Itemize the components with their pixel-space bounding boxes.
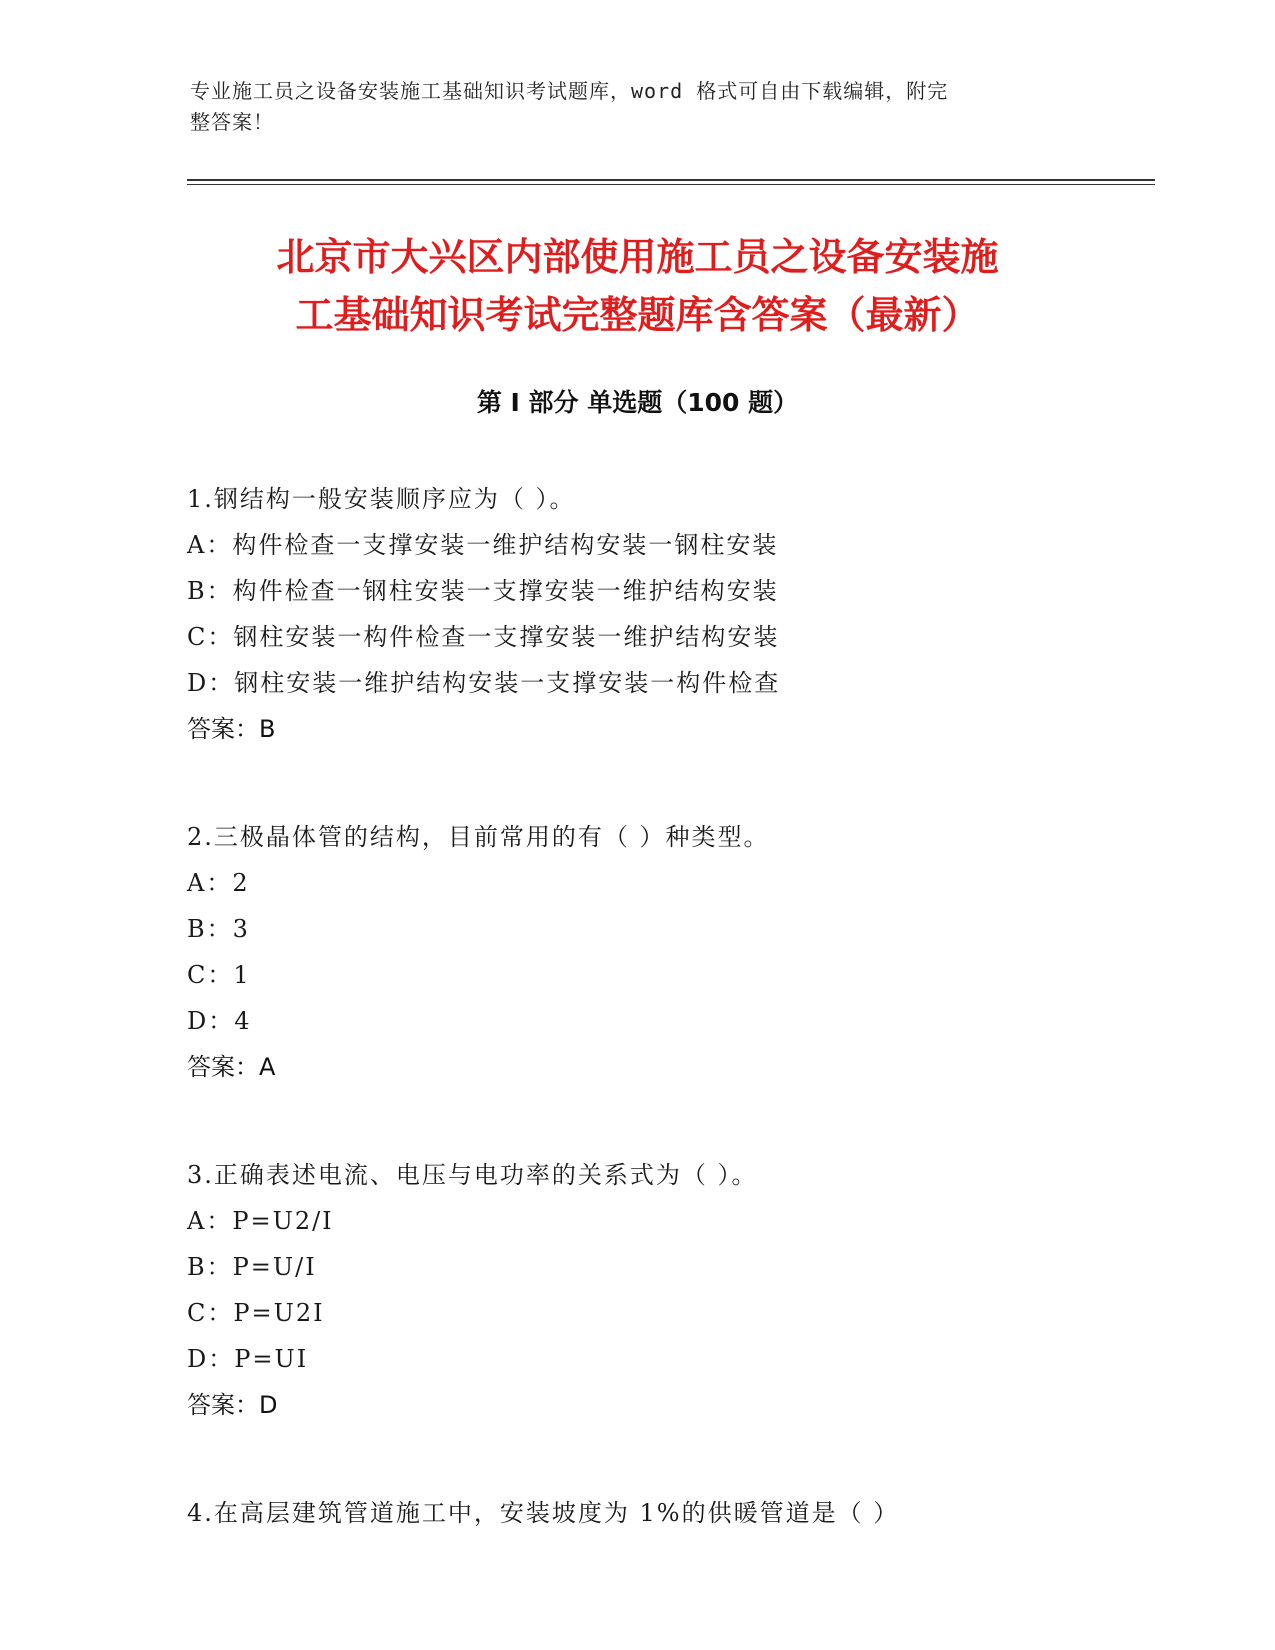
header-divider-thin [187, 184, 1155, 185]
question-4 [187, 1490, 1147, 1536]
question-1 [187, 476, 1147, 752]
option-d: D：P=UI [187, 1345, 309, 1373]
question-stem: 2.三极晶体管的结构，目前常用的有（ ）种类型。 [187, 823, 770, 851]
option-a: A：P=U2/I [187, 1207, 334, 1235]
header-note-line-2: 整答案！ [190, 110, 274, 134]
question-list [187, 476, 1147, 1598]
question-stem: 4.在高层建筑管道施工中，安装坡度为 1%的供暖管道是（ ） [187, 1499, 900, 1527]
document-title-line-2: 工基础知识考试完整题库含答案（最新） [295, 293, 980, 337]
header-note-line-1: 专业施工员之设备安装施工基础知识考试题库，word 格式可自由下载编辑，附完 [190, 79, 949, 103]
answer: 答案：D [187, 1391, 278, 1419]
document-title-line-1: 北京市大兴区内部使用施工员之设备安装施 [276, 235, 999, 279]
option-b: B：3 [187, 915, 250, 943]
option-a: A：构件检查一支撑安装一维护结构安装一钢柱安装 [187, 531, 779, 559]
answer: 答案：B [187, 715, 276, 743]
question-2 [187, 814, 1147, 1090]
question-3 [187, 1152, 1147, 1428]
header-note [190, 76, 1070, 138]
option-d: D：4 [187, 1007, 252, 1035]
section-title: 第 I 部分 单选题（100 题） [476, 388, 799, 417]
option-d: D：钢柱安装一维护结构安装一支撑安装一构件检查 [187, 669, 781, 697]
question-stem: 3.正确表述电流、电压与电功率的关系式为（ ）。 [187, 1161, 758, 1189]
question-stem: 1.钢结构一般安装顺序应为（ ）。 [187, 485, 576, 513]
option-c: C：1 [187, 961, 251, 989]
answer: 答案：A [187, 1053, 276, 1081]
option-c: C：钢柱安装一构件检查一支撑安装一维护结构安装 [187, 623, 780, 651]
option-b: B：构件检查一钢柱安装一支撑安装一维护结构安装 [187, 577, 779, 605]
option-a: A：2 [187, 869, 250, 897]
option-b: B：P=U/I [187, 1253, 317, 1281]
header-divider-thick [187, 179, 1155, 181]
option-c: C：P=U2I [187, 1299, 325, 1327]
document-title [150, 228, 1125, 344]
